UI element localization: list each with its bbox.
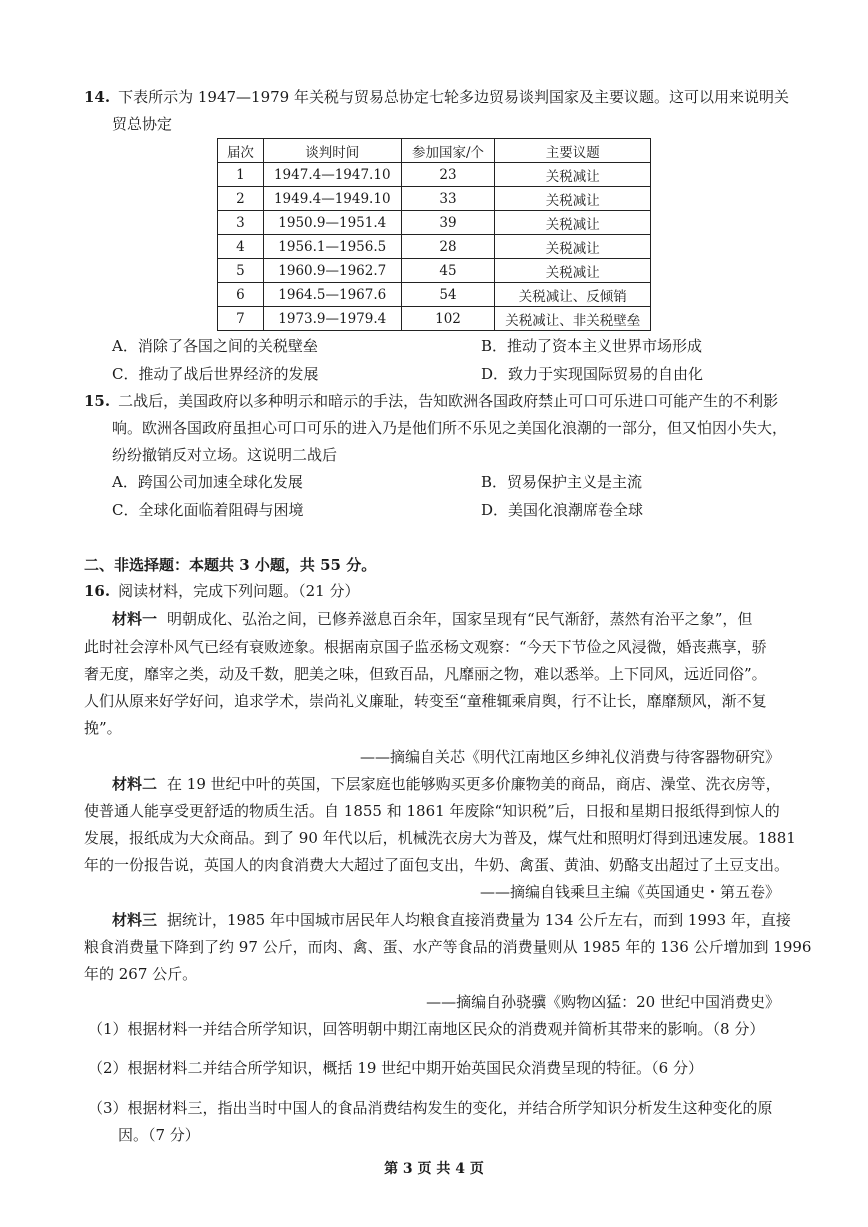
q14-stem-line2: 贸总协定 [112,115,173,133]
q16-stem [84,580,359,602]
table-cell: 1 [218,163,264,187]
q15-stem-line2: 响。欧洲各国政府虽担心可口可乐的进入乃是他们所不乐见之美国化浪潮的一部分，但又怕因小失大， [112,419,788,437]
material3-line3: 年的 267 公斤。 [84,965,198,983]
table-cell: 1949.4—1949.10 [263,187,401,211]
table-cell: 关税减让、反倾销 [495,283,651,307]
material2-line3: 发展，报纸成为大众商品。到了 90 年代以后，机械洗衣房大为普及，煤气灶和照明灯得到迅速发展。1881 [84,829,796,847]
q16-subquestion-1: （1）根据材料一并结合所学知识，回答明朝中期江南地区民众的消费观并简析其带来的影响。（8 分） [88,1020,765,1038]
material1-text: 明朝成化、弘治之间，已修养滋息百余年，国家呈现有“民气渐舒，蒸然有治平之象”，但 [167,610,753,628]
q15-option-d: D．美国化浪潮席卷全球 [481,501,644,519]
material3-text: 据统计，1985 年中国城市居民年人均粮食直接消费量为 134 公斤左右，而到 1993 年，直接 [167,911,791,929]
table-cell: 关税减让 [495,211,651,235]
table-cell: 7 [218,307,264,331]
table-cell: 1973.9—1979.4 [263,307,401,331]
table-cell: 6 [218,283,264,307]
table-cell: 关税减让 [495,187,651,211]
q15-option-a: A．跨国公司加速全球化发展 [112,473,303,491]
table-cell: 1950.9—1951.4 [263,211,401,235]
material3-label: 材料三 [112,911,158,929]
material2-line1 [112,773,781,795]
table-row [218,163,651,187]
table-cell: 39 [401,211,495,235]
q15-stem-text: 二战后，美国政府以多种明示和暗示的手法，告知欧洲各国政府禁止可口可乐进口可能产生的不利影 [118,392,779,410]
material1-line1 [112,608,752,630]
material2-text: 在 19 世纪中叶的英国，下层家庭也能够购买更多价廉物美的商品，商店、澡堂、洗衣房等， [167,775,781,793]
q14-stem-text: 下表所示为 1947—1979 年关税与贸易总协定七轮多边贸易谈判国家及主要议题。这可以用来说明关 [118,88,789,106]
material2-label: 材料二 [112,775,158,793]
material1-label: 材料一 [112,610,158,628]
q15-option-c: C．全球化面临着阻碍与困境 [112,501,304,519]
table-cell: 54 [401,283,495,307]
q16-subquestion-2: （2）根据材料二并结合所学知识，概括 19 世纪中期开始英国民众消费呈现的特征。（6 分） [88,1059,703,1077]
table-row [218,187,651,211]
table-cell: 5 [218,259,264,283]
table-header-cell: 届次 [218,139,264,163]
q15-number: 15. [84,392,111,410]
table-cell: 4 [218,235,264,259]
table-cell: 关税减让 [495,259,651,283]
table-cell: 28 [401,235,495,259]
table-cell: 关税减让、非关税壁垒 [495,307,651,331]
q15-stem-line3: 纷纷撤销反对立场。这说明二战后 [112,446,338,464]
q15-stem-line1 [84,390,778,412]
table-row [218,211,651,235]
table-cell: 1964.5—1967.6 [263,283,401,307]
table-row [218,307,651,331]
material3-line2: 粮食消费量下降到了约 97 公斤，而肉、禽、蛋、水产等食品的消费量则从 1985 年的 136 公斤增加到 1996 [84,938,812,956]
q14-stem-line1 [84,86,789,108]
page-number-footer: 第 3 页 共 4 页 [384,1161,484,1177]
q14-option-d: D．致力于实现国际贸易的自由化 [481,365,704,383]
q14-option-c: C．推动了战后世界经济的发展 [112,365,319,383]
table-header-row [218,139,651,163]
table-row [218,283,651,307]
section2-heading: 二、非选择题：本题共 3 小题，共 55 分。 [84,556,377,574]
q16-subquestion-3-line2: 因。（7 分） [118,1126,200,1144]
material2-source: ——摘编自钱乘旦主编《英国通史・第五卷》 [479,883,780,901]
table-cell: 33 [401,187,495,211]
q14-option-b: B．推动了资本主义世界市场形成 [481,337,703,355]
table-cell: 关税减让 [495,163,651,187]
material2-line2: 使普通人能享受更舒适的物质生活。自 1855 和 1861 年废除“知识税”后，日报和星期日报纸得到惊人的 [84,802,780,820]
material1-line4: 人们从原来好学好问，追求学术，崇尚礼义廉耻，转变至“童稚辄乘肩舆，行不让长，靡靡颓风，渐不复 [84,692,767,710]
material1-line2: 此时社会淳朴风气已经有衰败迹象。根据南京国子监丞杨文观察：“今天下节俭之风浸微，婚丧燕享，骄 [84,638,767,656]
q14-option-a: A．消除了各国之间的关税壁垒 [112,337,318,355]
table-cell: 1956.1—1956.5 [263,235,401,259]
table-cell: 2 [218,187,264,211]
table-row [218,235,651,259]
q14-number: 14. [84,88,111,106]
q15-option-b: B．贸易保护主义是主流 [481,473,643,491]
table-header-cell: 主要议题 [495,139,651,163]
q16-number: 16. [84,582,111,600]
table-cell: 关税减让 [495,235,651,259]
q16-subquestion-3-line1: （3）根据材料三，指出当时中国人的食品消费结构发生的变化，并结合所学知识分析发生这种变化的原 [88,1099,773,1117]
table-cell: 3 [218,211,264,235]
table-row [218,259,651,283]
table-cell: 1947.4—1947.10 [263,163,401,187]
material2-line4: 年的一份报告说，英国人的肉食消费大大超过了面包支出，牛奶、禽蛋、黄油、奶酪支出超过了土豆支出。 [84,856,790,874]
material1-line5: 挽”。 [84,719,122,737]
table-cell: 102 [401,307,495,331]
table-cell: 45 [401,259,495,283]
q16-stem-text: 阅读材料，完成下列问题。（21 分） [118,582,360,600]
material3-source: ——摘编自孙骁骥《购物凶猛：20 世纪中国消费史》 [426,993,780,1011]
table-header-cell: 参加国家/个 [401,139,495,163]
gatt-negotiation-table [217,138,651,331]
table-cell: 23 [401,163,495,187]
table-cell: 1960.9—1962.7 [263,259,401,283]
table-header-cell: 谈判时间 [263,139,401,163]
material1-source: ——摘编自关芯《明代江南地区乡绅礼仪消费与待客器物研究》 [359,748,780,766]
material1-line3: 奢无度，靡宰之类，动及千数，肥美之味，但致百品，凡靡丽之物，难以悉举。上下同风，远近同俗”。 [84,665,767,683]
material3-line1 [112,909,791,931]
